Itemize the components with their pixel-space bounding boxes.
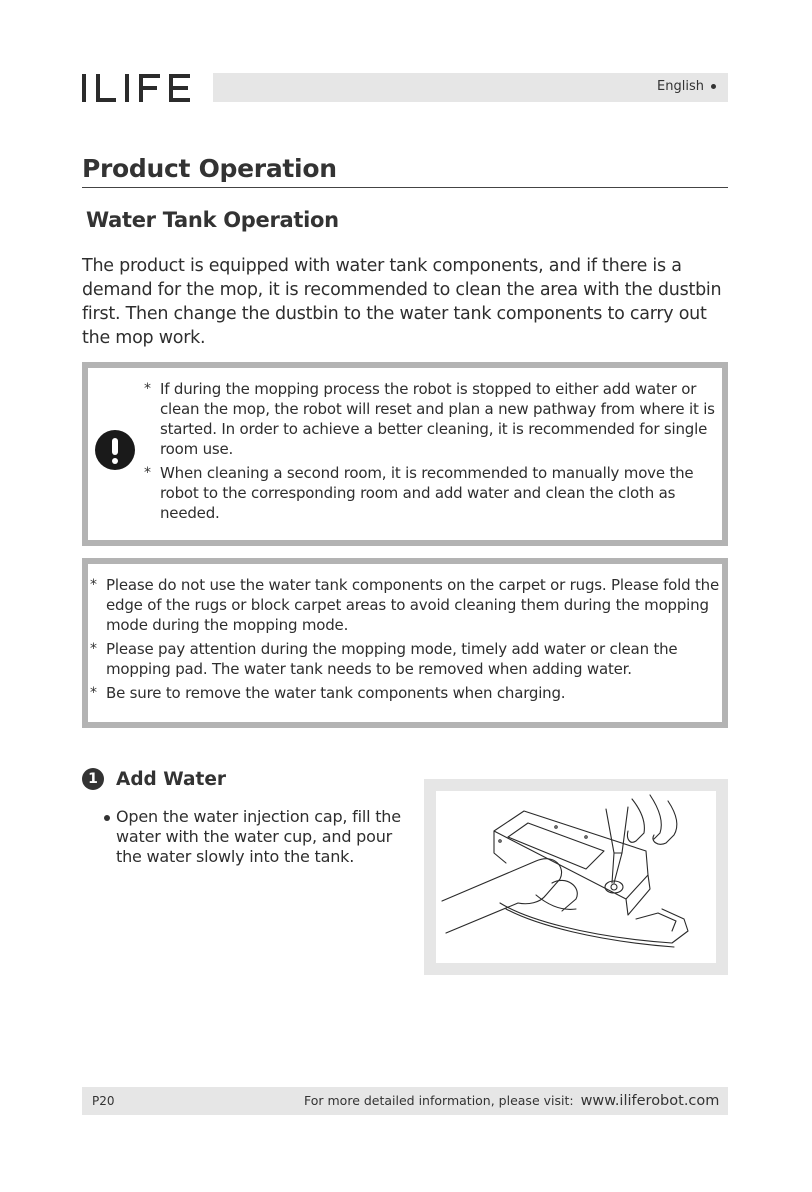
exclamation-icon — [95, 430, 135, 470]
asterisk-icon: * — [90, 577, 97, 593]
asterisk-icon: * — [144, 381, 151, 397]
language-label: English — [657, 79, 704, 94]
note-list — [144, 379, 730, 527]
intro-paragraph: The product is equipped with water tank components, and if there is a demand for the mop, it is recommended to clean the area with the dustbin first. Then change the dustbin to the water tank components to carry out the mop work. — [82, 256, 722, 348]
note-text: When cleaning a second room, it is recommended to manually move the robot to the corresponding room and add water and clean the cloth as needed. — [160, 464, 694, 522]
step-bullet: Open the water injection cap, fill the water with the water cup, and pour the water slowly into the tank. — [102, 807, 412, 867]
illustration-frame — [424, 779, 728, 975]
asterisk-icon: * — [144, 465, 151, 481]
step-number-badge: 1 — [82, 768, 104, 790]
footer-info — [304, 1093, 719, 1109]
note-text: Please pay attention during the mopping mode, timely add water or clean the mopping pad. The water tank needs to be removed when adding water. — [106, 640, 678, 678]
section-divider — [82, 187, 728, 188]
note-text: Be sure to remove the water tank components when charging. — [106, 684, 566, 702]
ilife-logo — [82, 72, 192, 104]
caution-note-box — [82, 558, 728, 728]
note-text: Please do not use the water tank components on the carpet or rugs. Please fold the edge of the rugs or block carpet areas to avoid cleaning them during the mopping mode during the mopping mode. — [106, 576, 720, 634]
asterisk-icon: * — [90, 685, 97, 701]
footer-bar — [82, 1087, 728, 1115]
note-text: If during the mopping process the robot is stopped to either add water or clean the mop, the robot will reset and plan a new pathway from where it is started. In order to achieve a better cleaning, it is recommended for single room use. — [160, 380, 715, 458]
page-number: P20 — [92, 1094, 115, 1108]
note-item — [90, 639, 728, 679]
note-list — [90, 575, 728, 707]
sub-title: Water Tank Operation — [86, 208, 339, 232]
step-heading — [82, 768, 226, 790]
add-water-illustration — [436, 791, 716, 963]
step-title: Add Water — [116, 768, 226, 790]
note-item — [90, 575, 728, 635]
step-bullet-list — [102, 807, 412, 867]
language-selector[interactable] — [657, 79, 716, 94]
website-link[interactable]: www.iliferobot.com — [580, 1093, 720, 1109]
note-item — [144, 463, 730, 523]
note-item — [90, 683, 728, 703]
bullet-dot-icon — [711, 84, 716, 89]
language-bar — [213, 73, 728, 102]
water-tank-drawing — [436, 791, 716, 963]
asterisk-icon: * — [90, 641, 97, 657]
mopping-note-box — [82, 362, 728, 546]
footer-info-text: For more detailed information, please visit: — [304, 1093, 574, 1108]
section-title: Product Operation — [82, 154, 337, 183]
note-item — [144, 379, 730, 459]
